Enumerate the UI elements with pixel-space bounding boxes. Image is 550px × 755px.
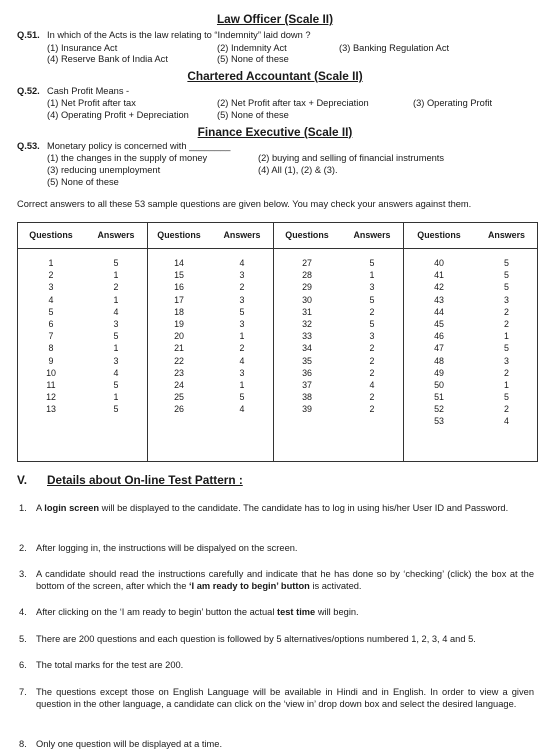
answer-cell: 1 <box>113 294 119 305</box>
answer-cell: 2 <box>239 282 245 293</box>
question-number-cell: 29 <box>302 282 312 293</box>
answer-cell: 5 <box>239 306 245 317</box>
question-number-cell: 34 <box>302 343 312 354</box>
question-number-cell: 17 <box>174 294 184 305</box>
list-item <box>19 502 534 528</box>
question-number-cell <box>147 414 211 426</box>
question-number: Q.51. <box>17 30 40 40</box>
answer-cell: 1 <box>113 343 119 354</box>
question-number: Q.52. <box>17 86 40 96</box>
question-number-cell: 36 <box>302 367 312 378</box>
question-number-cell <box>17 414 85 426</box>
question-number-cell: 38 <box>302 392 312 403</box>
question-number-cell: 14 <box>174 258 184 268</box>
question-number-cell: 47 <box>434 343 444 354</box>
answer-cell: 2 <box>113 282 119 293</box>
question-number-cell: 9 <box>48 355 54 366</box>
answer-cell: 1 <box>239 379 245 390</box>
item-bold-text: login screen <box>44 503 100 513</box>
question-number-cell: 23 <box>174 367 184 378</box>
question-number-cell: 35 <box>302 355 312 366</box>
question-number-cell: 11 <box>46 379 56 390</box>
question-number-cell: 49 <box>434 367 444 378</box>
answers-table <box>17 222 538 426</box>
question-number-cell: 18 <box>174 306 184 317</box>
option: (4) Reserve Bank of India Act <box>47 54 168 64</box>
table-header-row <box>17 222 538 249</box>
answer-cell: 5 <box>369 258 375 268</box>
option: (2) Net Profit after tax + Depreciation <box>217 98 369 108</box>
section-heading-chartered-accountant: Chartered Accountant (Scale II) <box>187 69 363 83</box>
answer-cell: 1 <box>369 270 375 281</box>
question-number-cell: 12 <box>46 392 56 403</box>
answer-cell: 2 <box>239 343 245 354</box>
answer-cell: 3 <box>113 318 119 329</box>
question-number-cell: 50 <box>434 379 444 390</box>
column-header-questions: Questions <box>147 222 211 249</box>
answer-cell: 5 <box>113 258 119 268</box>
answer-cell: 5 <box>504 392 509 403</box>
answer-cell: 4 <box>369 379 375 390</box>
answer-cell: 5 <box>369 294 375 305</box>
option: (2) buying and selling of financial instruments <box>258 153 445 163</box>
table-row <box>17 353 538 365</box>
item-number: 2. <box>19 543 27 553</box>
question-number-cell: 41 <box>434 270 444 281</box>
question-number-cell: 8 <box>48 343 54 354</box>
answer-cell: 5 <box>113 331 119 342</box>
answer-cell: 2 <box>369 306 375 317</box>
question-number-cell: 32 <box>302 318 312 329</box>
table-row <box>17 402 538 414</box>
list-item <box>19 542 534 555</box>
answer-cell: 3 <box>239 318 245 329</box>
item-text: Only one question will be displayed at a time. <box>36 739 223 749</box>
list-item <box>19 568 534 594</box>
answer-cell: 3 <box>239 270 245 281</box>
question-number-cell: 22 <box>174 355 184 366</box>
question-number-cell: 53 <box>434 416 444 427</box>
answer-cell <box>85 414 147 426</box>
option: (4) All (1), (2) & (3). <box>258 165 338 175</box>
column-header-answers: Answers <box>211 222 273 249</box>
item-number: 3. <box>19 569 27 579</box>
question-text: Cash Profit Means - <box>47 86 130 96</box>
answer-cell: 4 <box>113 367 119 378</box>
answer-cell: 3 <box>369 331 375 342</box>
question-number-cell: 20 <box>174 331 184 342</box>
option: (5) None of these <box>47 177 119 187</box>
section-number: V. <box>17 473 28 487</box>
answer-cell: 3 <box>369 282 375 293</box>
answer-cell: 5 <box>504 343 509 354</box>
question-number-cell: 28 <box>302 270 312 281</box>
option: (1) Net Profit after tax <box>47 98 136 108</box>
item-text <box>36 568 534 592</box>
item-number: 6. <box>19 660 27 670</box>
question-number-cell: 4 <box>48 294 54 305</box>
column-header-answers: Answers <box>341 222 403 249</box>
answer-cell: 2 <box>504 318 509 329</box>
answer-cell: 5 <box>369 318 375 329</box>
question-number-cell: 46 <box>434 331 444 342</box>
section-heading-finance-executive: Finance Executive (Scale II) <box>197 125 353 139</box>
question-number-cell: 3 <box>48 282 54 293</box>
answer-cell: 3 <box>239 294 245 305</box>
answers-table-body <box>17 249 538 427</box>
table-row <box>17 329 538 341</box>
item-number: 7. <box>19 687 27 697</box>
item-text-part: A <box>36 503 45 513</box>
question-number-cell: 13 <box>46 404 56 415</box>
question-number-cell: 27 <box>302 258 312 268</box>
answer-cell: 4 <box>239 404 245 415</box>
answer-cell: 2 <box>504 404 509 415</box>
question-number-cell: 19 <box>174 318 184 329</box>
question-number-cell: 33 <box>302 331 312 342</box>
answer-cell: 3 <box>239 367 245 378</box>
item-text-part: is activated. <box>309 581 362 591</box>
section-title-text: Details about On-line Test Pattern : <box>47 473 243 487</box>
question-number-cell <box>273 414 341 426</box>
answer-cell: 1 <box>239 331 245 342</box>
item-text-part: After clicking on the ‘I am ready to begin’ button the actual <box>36 607 277 617</box>
answer-cell: 5 <box>504 282 509 293</box>
answer-cell <box>341 414 403 426</box>
option: (1) the changes in the supply of money <box>47 153 208 163</box>
item-text: After logging in, the instructions will be dispalyed on the screen. <box>36 543 298 553</box>
answer-cell: 5 <box>504 258 509 268</box>
answer-cell: 4 <box>504 416 509 427</box>
answer-cell: 4 <box>113 306 119 317</box>
answer-cell: 2 <box>369 404 375 415</box>
item-number: 5. <box>19 634 27 644</box>
table-row <box>17 268 538 280</box>
question-number-cell: 30 <box>302 294 312 305</box>
answer-cell: 5 <box>113 404 119 415</box>
question-number-cell: 21 <box>174 343 184 354</box>
question-number-cell: 52 <box>434 404 444 415</box>
question-number-cell: 6 <box>48 318 54 329</box>
question-number-cell: 2 <box>48 270 54 281</box>
option: (5) None of these <box>217 54 289 64</box>
question-number-cell: 5 <box>48 306 54 317</box>
question-number-cell: 48 <box>434 355 444 366</box>
answer-cell: 3 <box>113 355 119 366</box>
answer-cell: 1 <box>113 392 119 403</box>
table-row <box>17 249 538 269</box>
column-header-questions: Questions <box>403 222 475 249</box>
list-item <box>19 606 534 619</box>
answer-cell: 3 <box>504 355 509 366</box>
answer-cell: 1 <box>504 331 509 342</box>
question-number-cell: 45 <box>434 318 444 329</box>
column-header-answers: Answers <box>475 222 538 249</box>
question-number: Q.53. <box>17 141 40 151</box>
answer-cell: 2 <box>504 306 509 317</box>
answer-cell: 2 <box>369 343 375 354</box>
item-bold-text: ‘I am ready to begin’ button <box>188 581 310 591</box>
question-number-cell: 7 <box>48 331 54 342</box>
question-number-cell: 1 <box>48 258 54 268</box>
list-item <box>19 633 534 646</box>
item-number: 1. <box>19 503 27 513</box>
option: (2) Indemnity Act <box>217 43 287 53</box>
table-row <box>17 390 538 402</box>
item-text: There are 200 questions and each question is followed by 5 alternatives/options numbered 1, 2, 3, 4 and 5. <box>36 634 476 644</box>
column-header-questions: Questions <box>17 222 85 249</box>
item-bold-text: test time <box>277 607 316 617</box>
question-number-cell: 24 <box>174 379 184 390</box>
question-number-cell: 51 <box>434 392 444 403</box>
question-text: Monetary policy is concerned with ________ <box>47 141 231 151</box>
question-number-cell: 25 <box>174 392 184 403</box>
answer-cell: 3 <box>504 294 509 305</box>
item-text: The questions except those on English Language will be available in Hindi and in English. In order to view a given question in the other language, a candidate can click on the ‘view in’ drop down box and select the desired language. <box>36 687 534 709</box>
table-row <box>17 305 538 317</box>
answer-cell: 2 <box>504 367 509 378</box>
answer-cell: 1 <box>504 379 509 390</box>
answer-cell: 1 <box>113 270 119 281</box>
item-text-part: will be displayed to the candidate. The candidate has to log in using his/her User ID and Password. <box>99 503 509 513</box>
table-row <box>17 414 538 426</box>
option: (1) Insurance Act <box>47 43 118 53</box>
question-number-cell: 39 <box>302 404 312 415</box>
list-item <box>19 686 534 724</box>
option: (3) Operating Profit <box>413 98 493 108</box>
section-title <box>47 473 243 487</box>
column-header-questions: Questions <box>273 222 341 249</box>
option: (3) reducing unemployment <box>47 165 161 175</box>
table-row <box>17 280 538 292</box>
question-number-cell: 15 <box>174 270 184 281</box>
answer-cell <box>211 414 273 426</box>
answers-intro: Correct answers to all these 53 sample questions are given below. You may check your answers against them. <box>17 199 472 209</box>
answer-cell: 2 <box>369 367 375 378</box>
column-header-answers: Answers <box>85 222 147 249</box>
answer-cell: 2 <box>369 392 375 403</box>
option: (4) Operating Profit + Depreciation <box>47 110 189 120</box>
item-text <box>36 502 534 514</box>
answer-cell: 4 <box>239 355 245 366</box>
table-row <box>17 366 538 378</box>
question-number-cell: 31 <box>302 306 312 317</box>
question-number-cell: 43 <box>434 294 444 305</box>
list-item <box>19 738 534 751</box>
section-heading-law-officer: Law Officer (Scale II) <box>216 12 334 26</box>
item-number: 8. <box>19 739 27 749</box>
question-text: In which of the Acts is the law relating to “Indemnity” laid down ? <box>47 30 311 40</box>
option: (5) None of these <box>217 110 289 120</box>
table-row <box>17 341 538 353</box>
item-number: 4. <box>19 607 27 617</box>
option: (3) Banking Regulation Act <box>339 43 450 53</box>
question-number-cell: 26 <box>174 404 184 415</box>
table-row <box>17 292 538 304</box>
answer-cell: 5 <box>113 379 119 390</box>
answer-cell: 2 <box>369 355 375 366</box>
list-item <box>19 659 534 672</box>
answer-cell: 5 <box>239 392 245 403</box>
answer-cell: 4 <box>239 258 245 268</box>
question-number-cell: 40 <box>434 258 444 268</box>
table-row <box>17 317 538 329</box>
item-text <box>36 606 534 618</box>
item-text: The total marks for the test are 200. <box>36 660 184 670</box>
table-row <box>17 378 538 390</box>
question-number-cell: 37 <box>302 379 312 390</box>
question-number-cell: 16 <box>174 282 184 293</box>
question-number-cell: 42 <box>434 282 444 293</box>
answer-cell: 5 <box>504 270 509 281</box>
item-text-part: A candidate should read the instructions carefully and indicate that he has done so by ‘checking’ (click) the box at the bottom of the screen, after which the <box>36 569 534 591</box>
item-text-part: will begin. <box>315 607 359 617</box>
question-number-cell: 44 <box>434 306 444 317</box>
question-number-cell: 10 <box>46 367 56 378</box>
